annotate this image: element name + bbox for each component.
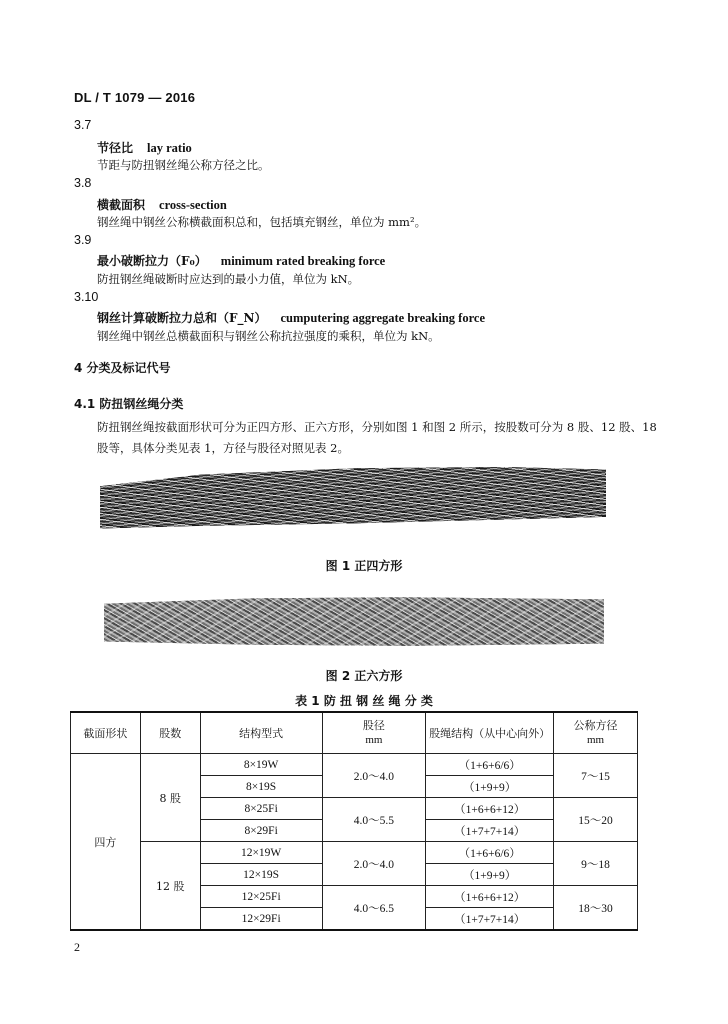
cell-nominal-diameter: 18～30 <box>554 886 638 931</box>
cell-strand-diameter: 2.0～4.0 <box>322 754 426 798</box>
cell-strands: 12 股 <box>140 842 200 931</box>
header-line: 公称方径 <box>573 719 618 732</box>
term-cn: 节径比 <box>97 141 134 155</box>
term-heading <box>97 196 227 213</box>
term-definition: 节距与防扭钢丝绳公称方径之比。 <box>97 158 270 172</box>
cell-structure: 12×25Fi <box>200 886 322 908</box>
term-cn: 最小破断拉力（F₀） <box>97 254 207 268</box>
cell-shape: 四方 <box>71 754 141 931</box>
table-row <box>71 754 638 776</box>
col-header-strands: 股数 <box>140 712 200 754</box>
cell-structure: 12×19W <box>200 842 322 864</box>
section-heading: 4 分类及标记代号 <box>74 361 171 375</box>
header-line: 股径 <box>362 719 385 732</box>
term-en: cumputering aggregate breaking force <box>280 311 485 325</box>
cell-strand-structure: （1+6+6/6） <box>426 842 554 864</box>
cell-strand-structure: （1+6+6+12） <box>426 798 554 820</box>
page-number: 2 <box>74 940 80 954</box>
term-definition: 钢丝绳中钢丝公称横截面积总和，包括填充钢丝，单位为 mm²。 <box>97 215 427 229</box>
cell-structure: 8×25Fi <box>200 798 322 820</box>
figure-caption: 图 2 正六方形 <box>325 669 403 683</box>
clause-number: 3.8 <box>74 176 92 190</box>
cell-nominal-diameter: 15～20 <box>554 798 638 842</box>
figure-caption: 图 1 正四方形 <box>325 559 403 573</box>
header-unit: mm <box>586 734 605 746</box>
table-caption: 表 1 防 扭 钢 丝 绳 分 类 <box>295 694 433 708</box>
cell-structure: 12×29Fi <box>200 908 322 931</box>
cell-strands: 8 股 <box>140 754 200 842</box>
term-definition: 防扭钢丝绳破断时应达到的最小力值，单位为 kN。 <box>97 272 360 286</box>
cell-strand-structure: （1+7+7+14） <box>426 820 554 842</box>
cell-strand-structure: （1+9+9） <box>426 864 554 886</box>
cell-structure: 12×19S <box>200 864 322 886</box>
clause-number: 3.10 <box>74 290 99 304</box>
cell-strand-structure: （1+7+7+14） <box>426 908 554 931</box>
cell-strand-structure: （1+6+6+12） <box>426 886 554 908</box>
term-cn: 横截面积 <box>97 198 146 212</box>
cell-nominal-diameter: 9～18 <box>554 842 638 886</box>
col-header-strand-diameter <box>322 712 426 754</box>
term-en: cross-section <box>159 198 227 212</box>
col-header-nominal-diameter <box>554 712 638 754</box>
cell-strand-structure: （1+6+6/6） <box>426 754 554 776</box>
cell-strand-diameter: 2.0～4.0 <box>322 842 426 886</box>
term-heading <box>97 252 385 269</box>
cell-strand-structure: （1+9+9） <box>426 776 554 798</box>
subsection-heading: 4.1 防扭钢丝绳分类 <box>74 397 184 411</box>
cell-structure: 8×19S <box>200 776 322 798</box>
clause-number: 3.9 <box>74 233 92 247</box>
cell-strand-diameter: 4.0～6.5 <box>322 886 426 931</box>
term-cn: 钢丝计算破断拉力总和（F_N） <box>97 311 267 325</box>
square-rope-photo <box>100 467 606 531</box>
table-row <box>71 842 638 864</box>
term-definition: 钢丝绳中钢丝总横截面积与钢丝公称抗拉强度的乘积，单位为 kN。 <box>97 329 440 343</box>
col-header-structure: 结构型式 <box>200 712 322 754</box>
cell-nominal-diameter: 7～15 <box>554 754 638 798</box>
document-header: DL / T 1079 — 2016 <box>74 90 196 105</box>
classification-table <box>70 711 638 931</box>
col-header-strand-structure: 股绳结构（从中心向外） <box>426 712 554 754</box>
header-unit: mm <box>365 734 383 746</box>
table-header-row <box>71 712 638 754</box>
body-paragraph: 防扭钢丝绳按截面形状可分为正四方形、正六方形，分别如图 1 和图 2 所示，按股数可分为 8 股、12 股、18 股等，具体分类见表 1，方径与股径对照见表 2。 <box>97 420 657 455</box>
term-heading <box>97 139 192 156</box>
term-heading <box>97 309 485 326</box>
col-header-shape: 截面形状 <box>71 712 141 754</box>
hexagonal-rope-photo <box>104 594 604 648</box>
term-en: minimum rated breaking force <box>220 254 386 268</box>
clause-number: 3.7 <box>74 118 92 132</box>
cell-structure: 8×29Fi <box>200 820 322 842</box>
term-en: lay ratio <box>147 141 192 155</box>
cell-strand-diameter: 4.0～5.5 <box>322 798 426 842</box>
cell-structure: 8×19W <box>200 754 322 776</box>
